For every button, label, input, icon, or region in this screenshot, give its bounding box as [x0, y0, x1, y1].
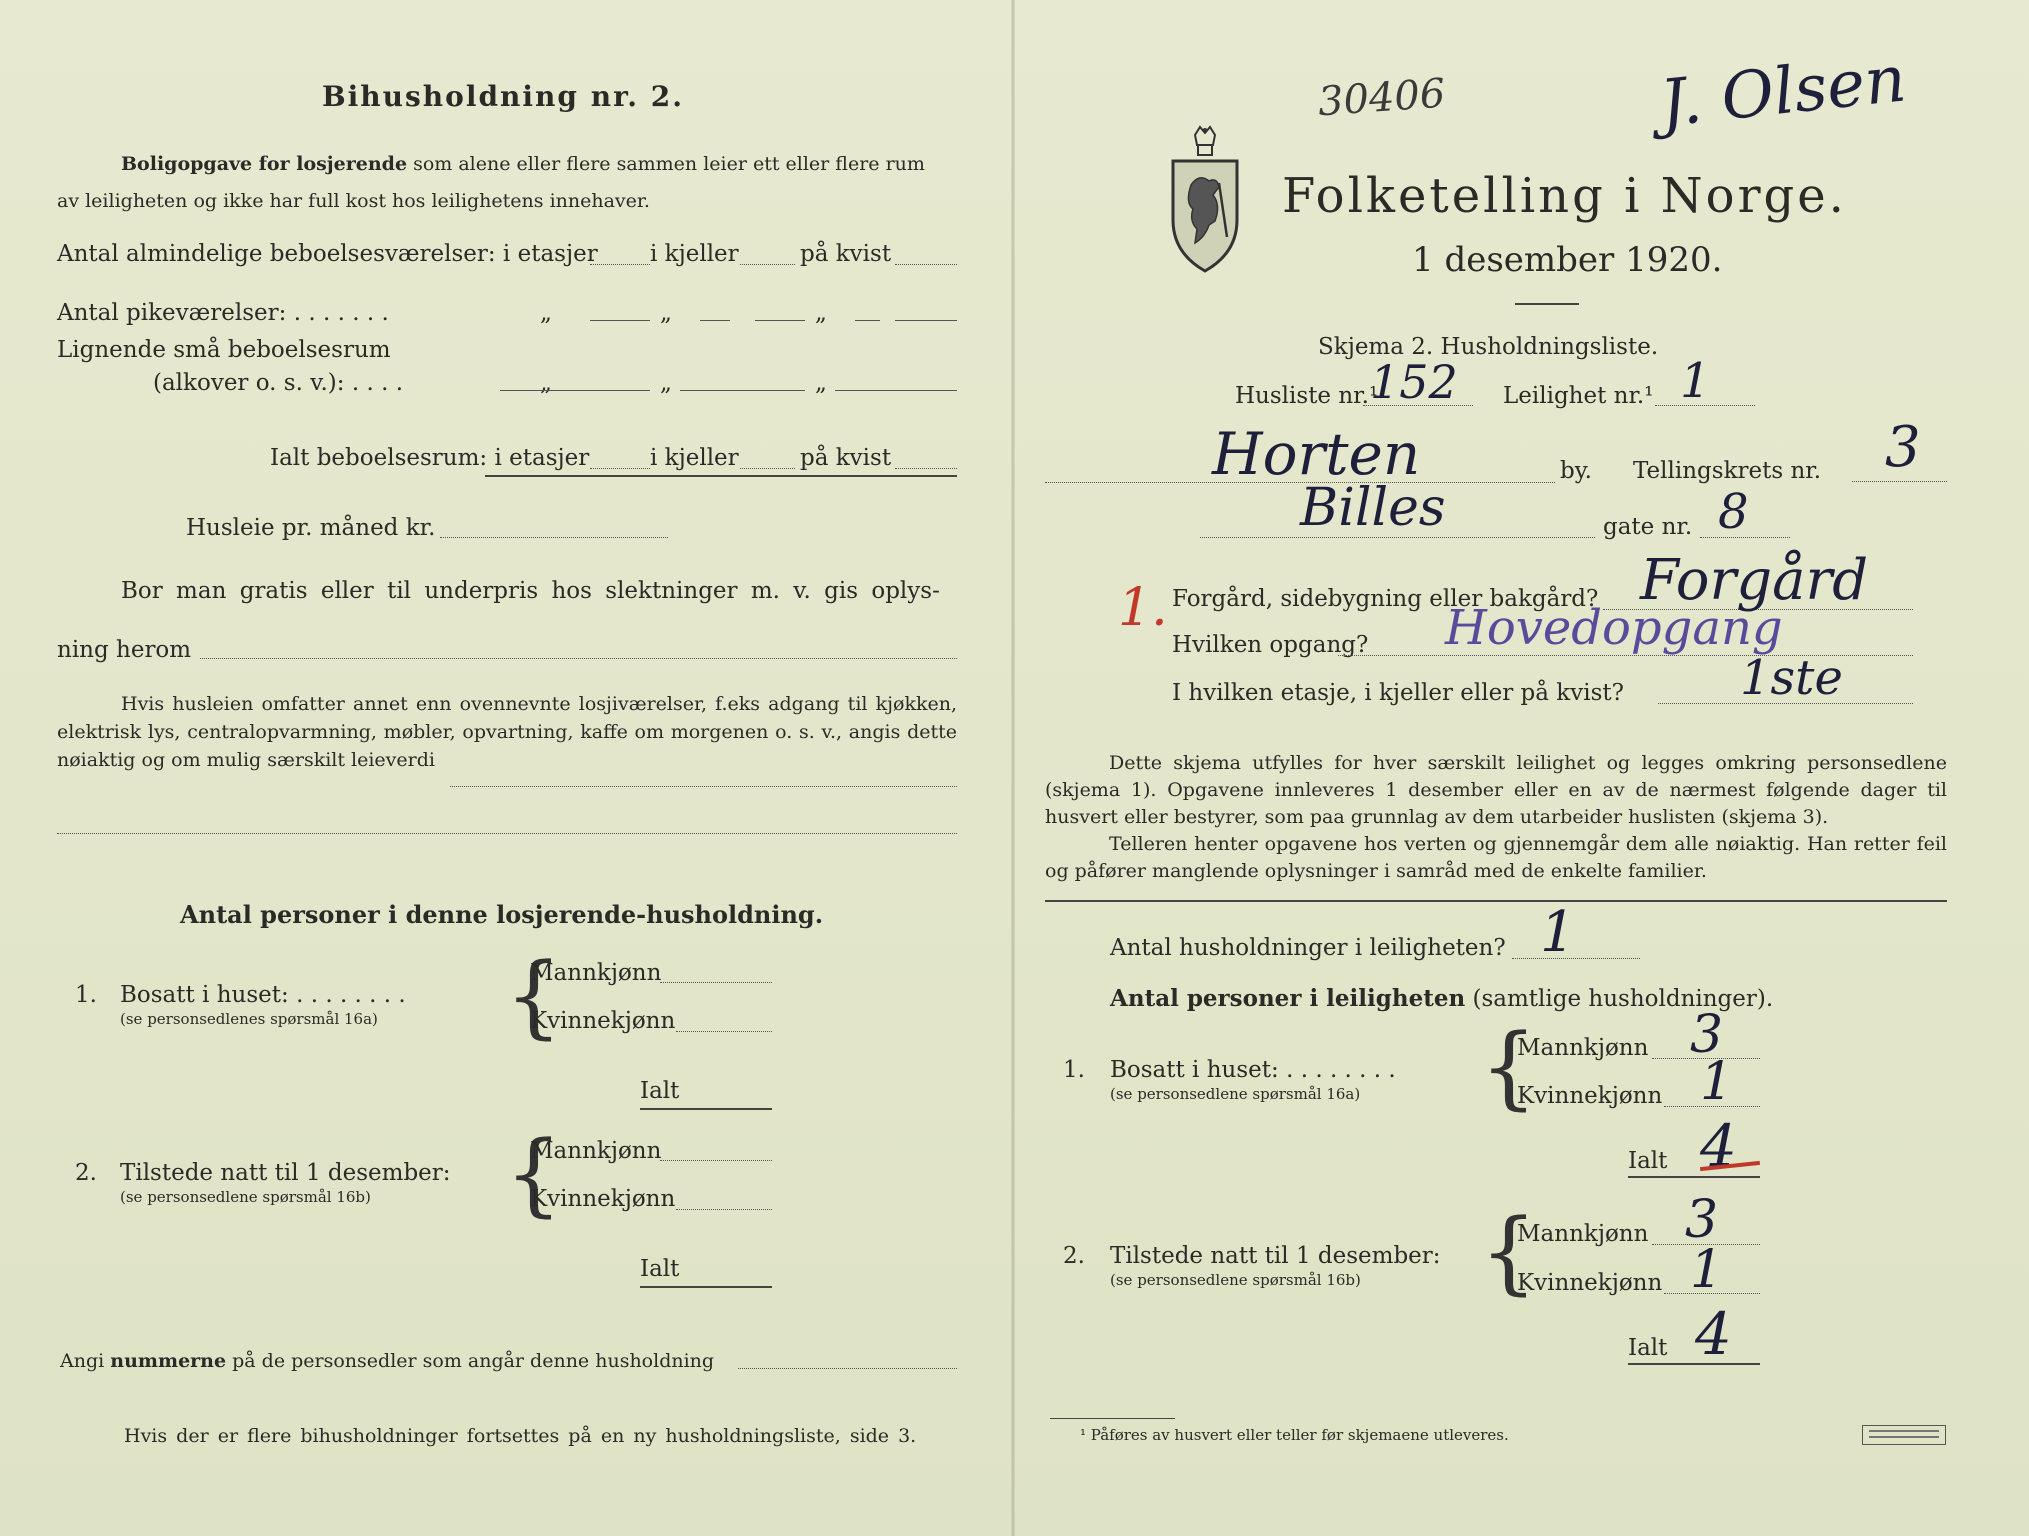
right-q2-sub: (se personsedlene spørsmål 16b) — [1110, 1271, 1361, 1289]
right-q1-mann: Mannkjønn — [1517, 1035, 1649, 1061]
ialt-kvist-line[interactable] — [895, 468, 957, 469]
right-q1-mann-value[interactable]: 3 — [1690, 1005, 1724, 1065]
pike-kjeller-line[interactable] — [755, 320, 805, 321]
instructions-rule — [1045, 900, 1947, 902]
right-q2-mann-value[interactable]: 3 — [1685, 1190, 1719, 1250]
alkover-kjeller-line[interactable] — [680, 390, 805, 391]
right-q1-ialt-line[interactable] — [1628, 1176, 1760, 1178]
left-q1-mann-line[interactable] — [660, 982, 772, 983]
intro-bold: Boligopgave for losjerende — [121, 153, 408, 175]
left-q1-sub: (se personsedlenes spørsmål 16a) — [120, 1010, 378, 1028]
households-label: Antal husholdninger i leiligheten? — [1110, 935, 1506, 961]
archive-number: 30406 — [1316, 70, 1447, 126]
ialt-kjeller: i kjeller — [650, 445, 739, 471]
left-q1-num: 1. — [75, 982, 97, 1008]
opgang-value[interactable]: Hovedopgang — [1445, 600, 1783, 656]
left-persons-heading: Antal personer i denne losjerende-husholdning. — [180, 900, 824, 929]
left-q2-ialt: Ialt — [640, 1256, 680, 1282]
left-q2-mann-line[interactable] — [660, 1160, 772, 1161]
rooms-kjeller-line[interactable] — [740, 264, 795, 265]
gratis-line-1: Bor man gratis eller til underpris hos slektninger m. v. gis oplys- — [121, 578, 940, 604]
printer-stamp-icon — [1862, 1425, 1946, 1445]
right-q1-ialt-value[interactable]: 4 — [1700, 1112, 1737, 1180]
etasje-label: I hvilken etasje, i kjeller eller på kvist? — [1172, 680, 1624, 706]
pike-ditto-1: „ — [540, 300, 552, 326]
left-q1-mann: Mannkjønn — [530, 960, 662, 986]
households-value[interactable]: 1 — [1540, 900, 1576, 965]
extra-text: Hvis husleien omfatter annet enn ovennevnte losjiværelser, f.eks adgang til kjøkken, elektrisk lys, centralopvarmning, møbler, opvartning, kaffe om morgenen o. s. v., angis dette nøiaktig og om mulig særskilt leieverdi — [57, 693, 957, 771]
alkover-ditto-3: „ — [815, 370, 827, 396]
angi-bold: nummerne — [110, 1350, 227, 1372]
angi-line-fill[interactable] — [738, 1368, 957, 1369]
left-q2-ialt-line[interactable] — [640, 1286, 772, 1288]
right-q1-num: 1. — [1063, 1057, 1085, 1083]
gate-label: gate nr. — [1603, 514, 1693, 540]
krets-label: Tellingskrets nr. — [1633, 458, 1822, 484]
alkover-ditto-2: „ — [660, 370, 672, 396]
right-q2-num: 2. — [1063, 1243, 1085, 1269]
rooms-kvist: på kvist — [800, 241, 892, 267]
pike-label: Antal pikeværelser: . . . . . . . — [57, 300, 389, 326]
right-persons-heading-bold: Antal personer i leiligheten — [1110, 985, 1466, 1012]
by-value[interactable]: Horten — [1212, 420, 1421, 488]
left-q1-ialt-line[interactable] — [640, 1108, 772, 1110]
forgard-label: Forgård, sidebygning eller bakgård? — [1172, 586, 1599, 612]
by-label: by. — [1560, 458, 1592, 484]
rooms-kvist-line[interactable] — [895, 264, 957, 265]
gratis-line-2: ning herom — [57, 637, 192, 663]
left-q1-brace: { — [505, 944, 563, 1049]
right-q2-kvinne-value[interactable]: 1 — [1690, 1240, 1724, 1300]
left-q2-label: Tilstede natt til 1 desember: — [120, 1160, 451, 1186]
right-q2-brace: { — [1480, 1200, 1538, 1305]
pike-etasjer-line[interactable] — [590, 320, 650, 321]
right-q1-kvinne: Kvinnekjønn — [1517, 1083, 1663, 1109]
right-title: Folketelling i Norge. — [1282, 168, 1847, 224]
opgang-label: Hvilken opgang? — [1172, 632, 1369, 658]
right-q1-brace: { — [1480, 1015, 1538, 1120]
ialt-etasjer-line[interactable] — [590, 468, 650, 469]
angi-rest: på de personsedler som angår denne husholdning — [232, 1350, 715, 1372]
intro-rest: som alene eller flere sammen leier ett eller flere rum — [413, 153, 925, 175]
rooms-etasjer-line[interactable] — [590, 264, 650, 265]
left-q2-sub: (se personsedlene spørsmål 16b) — [120, 1188, 371, 1206]
alkover-etasjer-line[interactable] — [500, 390, 650, 391]
lignende-label: Lignende små beboelsesrum — [57, 337, 391, 363]
right-q2-ialt: Ialt — [1628, 1335, 1668, 1361]
instructions-2: Telleren henter opgavene hos verten og gjennemgår dem alle nøiaktig. Han retter feil og påfører manglende oplysninger i samråd med de enkelte familier. — [1045, 833, 1947, 882]
right-q1-sub: (se personsedlene spørsmål 16a) — [1110, 1085, 1361, 1103]
ialt-kjeller-line[interactable] — [740, 468, 795, 469]
ialt-underline — [485, 475, 957, 477]
husleie-line[interactable] — [440, 537, 668, 538]
right-q1-label: Bosatt i huset: . . . . . . . . — [1110, 1057, 1396, 1083]
signature: J. Olsen — [1656, 42, 1910, 142]
pike-ditto-2: „ — [660, 300, 672, 326]
right-q2-kvinne: Kvinnekjønn — [1517, 1270, 1663, 1296]
husliste-label: Husliste nr.¹ — [1235, 383, 1379, 409]
right-q1-kvinne-value[interactable]: 1 — [1700, 1052, 1734, 1112]
page-fold — [1011, 0, 1015, 1536]
right-q2-label: Tilstede natt til 1 desember: — [1110, 1243, 1441, 1269]
leieverdi-line-2[interactable] — [57, 833, 957, 834]
gate-value[interactable]: Billes — [1300, 478, 1446, 538]
schema-label: Skjema 2. Husholdningsliste. — [1318, 334, 1659, 360]
left-q1-kvinne-line[interactable] — [676, 1031, 772, 1032]
angi-pre: Angi — [60, 1350, 105, 1372]
gate-nr-value[interactable]: 8 — [1718, 484, 1749, 540]
intro-line-1 — [121, 153, 925, 175]
instructions-1: Dette skjema utfylles for hver særskilt leilighet og legges omkring personsedlene (skjema 1). Opgavene innleveres 1 desember eller en av de nærmest følgende dager til husvert eller bestyrer, som paa grunnlag av dem utarbeider huslisten (skjema 3). — [1045, 752, 1947, 828]
pike-dash-2 — [855, 320, 880, 321]
pike-ditto-3: „ — [815, 300, 827, 326]
rooms-label: Antal almindelige beboelsesværelser: i etasjer — [57, 241, 598, 267]
right-q2-ialt-line[interactable] — [1628, 1363, 1760, 1365]
left-q1-label: Bosatt i huset: . . . . . . . . — [120, 982, 406, 1008]
left-q2-num: 2. — [75, 1160, 97, 1186]
krets-line[interactable] — [1852, 481, 1947, 482]
etasje-value[interactable]: 1ste — [1740, 650, 1843, 706]
leilighet-label: Leilighet nr.¹ — [1503, 383, 1654, 409]
households-line[interactable] — [1512, 958, 1640, 959]
left-footer: Hvis der er flere bihusholdninger fortsettes på en ny husholdningsliste, side 3. — [124, 1425, 917, 1447]
leilighet-value[interactable]: 1 — [1680, 353, 1711, 409]
alkover-label: (alkover o. s. v.): . . . . — [153, 370, 404, 396]
right-q2-mann: Mannkjønn — [1517, 1221, 1649, 1247]
left-title: Bihusholdning nr. 2. — [322, 80, 684, 113]
right-date: 1 desember 1920. — [1412, 240, 1723, 280]
right-q1-ialt: Ialt — [1628, 1148, 1668, 1174]
ialt-rooms-label: Ialt beboelsesrum: i etasjer — [270, 445, 590, 471]
left-q1-ialt: Ialt — [640, 1078, 680, 1104]
right-persons-heading-rest: (samtlige husholdninger). — [1472, 986, 1774, 1012]
angi-line — [60, 1350, 714, 1372]
gratis-line[interactable] — [200, 658, 957, 659]
husliste-value[interactable]: 152 — [1370, 355, 1458, 409]
left-q2-kvinne: Kvinnekjønn — [530, 1186, 676, 1212]
title-rule — [1515, 303, 1579, 305]
left-q2-kvinne-line[interactable] — [676, 1209, 772, 1210]
pike-dash-1 — [700, 320, 730, 321]
krets-value[interactable]: 3 — [1885, 415, 1921, 480]
leieverdi-line[interactable] — [450, 786, 957, 787]
footnote-rule — [1050, 1418, 1175, 1419]
coat-of-arms-icon — [1165, 125, 1245, 275]
husleie-label: Husleie pr. måned kr. — [186, 515, 436, 541]
left-q2-brace: { — [505, 1122, 563, 1227]
alkover-kvist-line[interactable] — [835, 390, 957, 391]
intro-line-2: av leiligheten og ikke har full kost hos leilighetens innehaver. — [57, 190, 650, 212]
alkover-ditto-1: „ — [540, 370, 552, 396]
right-q2-ialt-value[interactable]: 4 — [1695, 1300, 1732, 1368]
forgard-value[interactable]: Forgård — [1640, 548, 1869, 613]
right-persons-heading — [1110, 985, 1773, 1012]
red-mark: 1. — [1118, 578, 1168, 638]
left-q1-kvinne: Kvinnekjønn — [530, 1008, 676, 1034]
rooms-kjeller: i kjeller — [650, 241, 739, 267]
footnote: ¹ Påføres av husvert eller teller før skjemaene utleveres. — [1080, 1426, 1509, 1444]
left-q2-mann: Mannkjønn — [530, 1138, 662, 1164]
pike-kvist-line[interactable] — [895, 320, 957, 321]
ialt-kvist: på kvist — [800, 445, 892, 471]
